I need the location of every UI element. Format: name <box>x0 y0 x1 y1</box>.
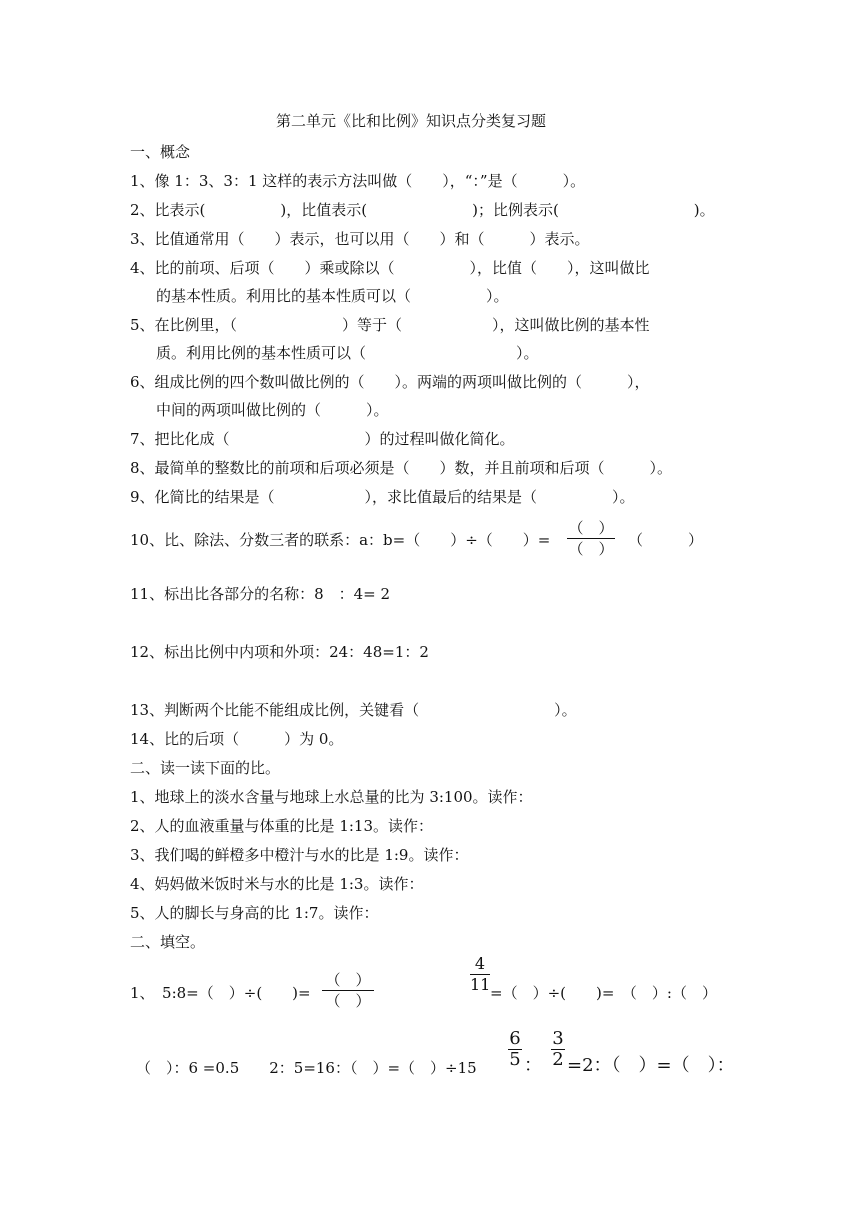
fill-item-2-fraction <box>470 955 490 994</box>
fraction-bar <box>567 538 615 539</box>
question-9: 9、化简比的结果是（ ），求比值最后的结果是（ ）。 <box>130 488 635 506</box>
question-8: 8、最简单的整数比的前项和后项必须是（ ）数，并且前项和后项（ ）。 <box>130 459 673 477</box>
fill-item-1-fraction-numerator: （ ） <box>325 971 371 989</box>
fill-item-2: =（ ）÷( )= （ ）:（ ） <box>490 984 717 1002</box>
section-heading-reading: 二、读一读下面的比。 <box>130 759 281 777</box>
question-10-fraction <box>567 519 615 558</box>
question-10: 10、比、除法、分数三者的联系：a：b=（ ）÷（ ）= <box>130 531 551 549</box>
question-2: 2、比表示( )，比值表示( )；比例表示( )。 <box>130 201 715 219</box>
fill-item-2-fraction-numerator: 4 <box>474 954 486 973</box>
question-10-tail: （ ） <box>628 531 704 549</box>
fill-item-3: （ ）：6 =0.5 2：5=16：（ ）=（ ）÷15 <box>136 1059 477 1077</box>
fill-item-4-fraction-1-numerator: 6 <box>509 1028 521 1049</box>
page-title: 第二单元《比和比例》知识点分类复习题 <box>276 112 547 130</box>
question-5-line-2: 质。利用比例的基本性质可以（ ）。 <box>156 344 539 362</box>
fill-item-1: 1、 5:8=（ ）÷( )= <box>130 984 311 1002</box>
question-14: 14、比的后项（ ）为 0。 <box>130 730 344 748</box>
reading-item-5: 5、人的脚长与身高的比 1:7。读作： <box>130 904 379 922</box>
fill-item-4-separator: ： <box>524 1055 542 1076</box>
section-heading-fill-in: 二、填空。 <box>130 933 206 951</box>
section-heading-concepts: 一、概念 <box>130 143 191 161</box>
fill-item-4-fraction-2 <box>551 1030 565 1069</box>
question-6-line-2: 中间的两项叫做比例的（ ）。 <box>156 401 389 419</box>
question-4-line-1: 4、比的前项、后项（ ）乘或除以（ ），比值（ ），这叫做比 <box>130 259 650 277</box>
question-10-fraction-numerator: （ ） <box>568 519 614 537</box>
fill-item-4-tail: =2：（ ）=（ ）： <box>567 1055 735 1076</box>
fill-item-4-fraction-2-numerator: 3 <box>552 1028 564 1049</box>
fill-item-4-fraction-1 <box>508 1030 522 1069</box>
reading-item-3: 3、我们喝的鲜橙多中橙汁与水的比是 1:9。读作： <box>130 846 469 864</box>
reading-item-4: 4、妈妈做米饭时米与水的比是 1:3。读作： <box>130 875 424 893</box>
fill-item-1-fraction-denominator: （ ） <box>325 992 371 1010</box>
question-10-fraction-denominator: （ ） <box>568 540 614 558</box>
fill-item-2-fraction-denominator: 11 <box>470 975 491 994</box>
question-5-line-1: 5、在比例里，（ ）等于（ ），这叫做比例的基本性 <box>130 316 650 334</box>
reading-item-2: 2、人的血液重量与体重的比是 1:13。读作： <box>130 817 433 835</box>
fill-item-4-fraction-1-denominator: 5 <box>509 1049 521 1070</box>
reading-item-1: 1、地球上的淡水含量与地球上水总量的比为 3:100。读作： <box>130 788 533 806</box>
question-4-line-2: 的基本性质。利用比的基本性质可以（ ）。 <box>156 287 509 305</box>
question-7: 7、把比化成（ ）的过程叫做化简化。 <box>130 430 515 448</box>
fraction-bar <box>322 990 374 991</box>
question-6-line-1: 6、组成比例的四个数叫做比例的（ ）。两端的两项叫做比例的（ ）， <box>130 373 650 391</box>
question-1: 1、像 1：3、3：1 这样的表示方法叫做（ ），“：”是（ ）。 <box>130 172 586 190</box>
question-11: 11、标出比各部分的名称：8 ：4= 2 <box>130 585 391 603</box>
fill-item-1-fraction <box>322 971 374 1010</box>
fill-item-4-fraction-2-denominator: 2 <box>552 1049 564 1070</box>
question-13: 13、判断两个比能不能组成比例，关键看（ ）。 <box>130 701 577 719</box>
question-3: 3、比值通常用（ ）表示，也可以用（ ）和（ ）表示。 <box>130 230 590 248</box>
question-12: 12、标出比例中内项和外项：24：48=1：2 <box>130 643 429 661</box>
